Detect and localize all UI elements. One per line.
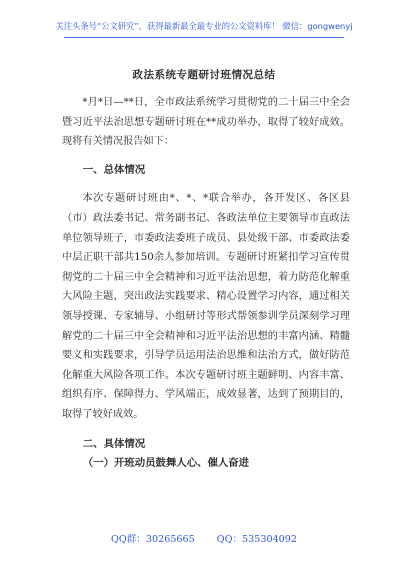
- header-banner: 关注头条号“公文研究”，获得最新最全最专业的公文资料库！ 微信：gongwenyj: [55, 21, 353, 31]
- intro-paragraph: *月*日—**日，全市政法系统学习贯彻党的二十届三中全会暨习近平法治思想专题研讨班在**成功举办，取得了较好成效。现将有关情况报告如下：: [62, 97, 350, 148]
- subsection-heading-opening: （一）开班动员鼓舞人心、催人奋进: [82, 457, 250, 470]
- section-heading-details: 二、具体情况: [82, 437, 146, 450]
- overview-paragraph: 本次专题研讨班由*、*、*联合举办，各开发区、各区县（市）政法委书记、常务副书记、各政法单位主要领导市直政法单位领导班子，市委政法委班子成员、县处级干部、市委政法委中层正职干部共150余人参加培训。专题研讨班紧扣学习宣传贯彻党的二十届三中全会精神和习近平法治思想，着力防范化解重大风险主题，突出政法实践要求、精心设置学习内容，通过相关领导授课、专家辅导、小组研讨等形式帮领参训学员深刻学习理解党的二十届三中全会精神和习近平法治思想的丰富内涵、精髓要义和实践要求，引导学员运用法治思维和法治方式，做好防范化解重大风险各项工作。本次专题研讨班主题鲜明、内容丰富、组织有序、保障得力、学风端正，成效显著，达到了预期目的，取得了较好成效。: [62, 193, 350, 420]
- qq-number: QQ：535304092: [216, 534, 297, 545]
- section-heading-overview: 一、总体情况: [82, 163, 146, 176]
- document-body: [62, 93, 350, 474]
- footer-contact: [0, 531, 408, 545]
- document-title: 政法系统专题研讨班情况总结: [132, 69, 276, 81]
- qq-group-number: QQ群：30265665: [110, 534, 195, 545]
- header-divider: [64, 37, 344, 38]
